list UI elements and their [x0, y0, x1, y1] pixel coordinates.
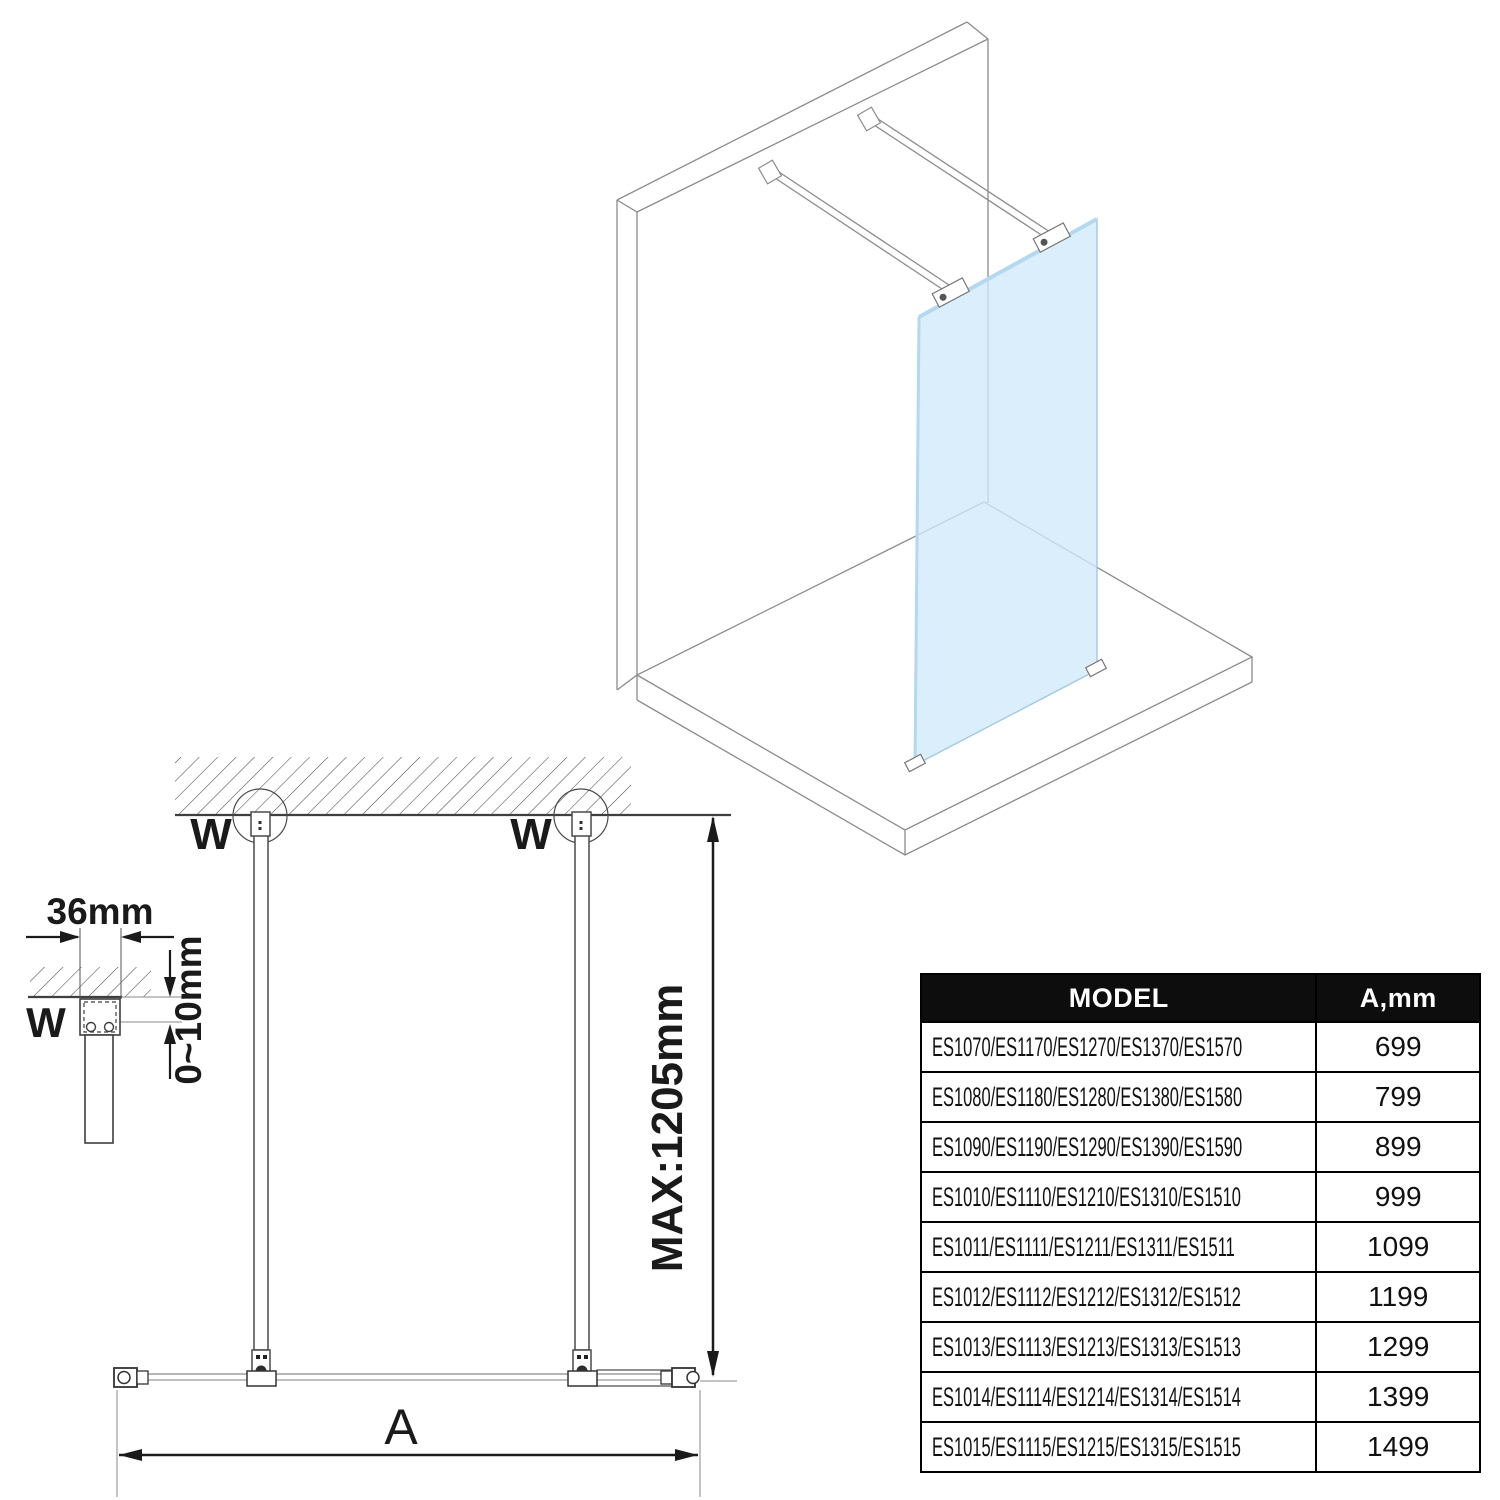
bracket-width-label: 36mm [46, 891, 154, 932]
end-cap-left [114, 1368, 148, 1387]
glass-clamp-2d-left [247, 1371, 276, 1386]
wall-anchor-label-left: W [190, 810, 232, 859]
wall-anchor-label-right: W [510, 810, 552, 859]
col-header-amm: A,mm [1316, 974, 1480, 1022]
detail-view [26, 891, 209, 1143]
gap-label: 0~10mm [168, 935, 209, 1085]
model-cell: ES1011/ES1111/ES1211/ES1311/ES1511 [921, 1222, 1316, 1272]
model-cell: ES1070/ES1170/ES1270/ES1370/ES1570 [921, 1022, 1316, 1072]
amm-cell: 799 [1316, 1072, 1480, 1122]
dimension-gap [164, 935, 209, 1084]
dimension-width-A [117, 1390, 700, 1497]
max-height-label: MAX:1205mm [643, 983, 692, 1273]
model-cell: ES1090/ES1190/ES1290/ES1390/ES1590 [921, 1122, 1316, 1172]
glass-clamp-2d-right [568, 1371, 597, 1386]
isometric-view [617, 22, 1252, 855]
table-row [921, 1022, 1480, 1072]
table-row [921, 1272, 1480, 1322]
amm-cell: 1499 [1316, 1422, 1480, 1472]
support-bar-2d-left [251, 812, 270, 1377]
amm-cell: 1099 [1316, 1222, 1480, 1272]
table-row [921, 1122, 1480, 1172]
model-cell: ES1080/ES1180/ES1280/ES1380/ES1580 [921, 1072, 1316, 1122]
width-label: A [384, 1399, 418, 1455]
support-bar-3d-right [858, 107, 1050, 238]
model-cell: ES1015/ES1115/ES1215/ES1315/ES1515 [921, 1422, 1316, 1472]
table-row [921, 1322, 1480, 1372]
support-bar-2d-right [572, 812, 591, 1377]
glass-foot-left [905, 754, 926, 771]
model-size-table [920, 973, 1481, 1473]
model-cell: ES1012/ES1112/ES1212/ES1312/ES1512 [921, 1272, 1316, 1322]
table-row [921, 1422, 1480, 1472]
dimension-max-height [643, 816, 737, 1381]
amm-cell: 999 [1316, 1172, 1480, 1222]
table-row [921, 1072, 1480, 1122]
wall-hatch [175, 757, 631, 815]
table-row [921, 1222, 1480, 1272]
detail-wall-hatch [30, 967, 151, 997]
detail-anchor-label: W [26, 999, 66, 1046]
model-cell: ES1014/ES1114/ES1214/ES1314/ES1514 [921, 1372, 1316, 1422]
support-bar-3d-left [759, 160, 952, 293]
table-row [921, 1372, 1480, 1422]
col-header-model: MODEL [921, 974, 1316, 1022]
amm-cell: 899 [1316, 1122, 1480, 1172]
amm-cell: 699 [1316, 1022, 1480, 1072]
detail-bar [85, 1035, 113, 1143]
end-cap-right [661, 1368, 699, 1387]
amm-cell: 1399 [1316, 1372, 1480, 1422]
front-view [114, 757, 737, 1497]
model-cell: ES1013/ES1113/ES1213/ES1313/ES1513 [921, 1322, 1316, 1372]
detail-bracket [80, 999, 120, 1143]
glass-edge-2d [114, 1368, 699, 1387]
table-header [921, 974, 1480, 1022]
table-header-row [921, 974, 1480, 1022]
model-cell: ES1010/ES1110/ES1210/ES1310/ES1510 [921, 1172, 1316, 1222]
amm-cell: 1299 [1316, 1322, 1480, 1372]
amm-cell: 1199 [1316, 1272, 1480, 1322]
table-row [921, 1172, 1480, 1222]
